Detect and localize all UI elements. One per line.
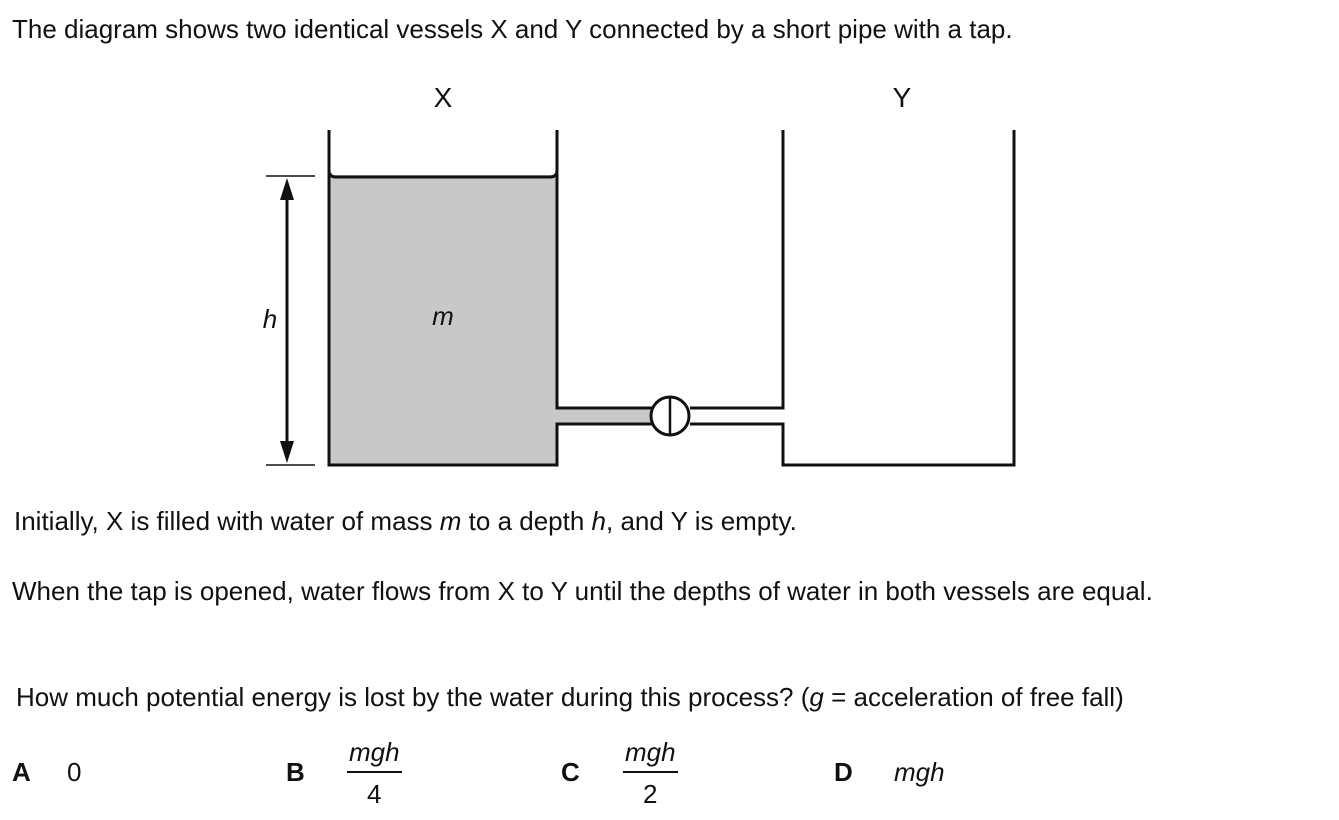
option-b-letter[interactable]: B xyxy=(286,757,305,787)
var-m: m xyxy=(439,506,462,536)
label-x: X xyxy=(433,82,453,113)
option-b-fraction[interactable] xyxy=(347,737,402,809)
var-g: g xyxy=(809,682,824,712)
option-a-value[interactable]: 0 xyxy=(67,757,82,787)
option-c-fraction[interactable] xyxy=(623,737,678,809)
option-c-letter[interactable]: C xyxy=(561,757,580,787)
label-h: h xyxy=(262,304,278,334)
water-in-pipe xyxy=(557,409,653,423)
option-c-fraction-bar xyxy=(623,771,678,773)
vessel-x-right-wall xyxy=(557,130,783,408)
label-y: Y xyxy=(892,82,912,113)
process-text: When the tap is opened, water flows from X to Y until the depths of water in both vessels are equal. xyxy=(12,576,1153,606)
option-b-numerator: mgh xyxy=(349,737,400,767)
label-m: m xyxy=(432,301,454,331)
option-d-value[interactable]: mgh xyxy=(894,757,945,787)
arrow-head-up xyxy=(280,178,294,200)
initial-conditions-text: Initially, X is filled with water of mass m to a depth h, and Y is empty. xyxy=(14,506,797,536)
intro-text: The diagram shows two identical vessels X and Y connected by a short pipe with a tap. xyxy=(12,14,1013,44)
option-b-fraction-bar xyxy=(347,771,402,773)
option-b-denominator: 4 xyxy=(367,779,382,809)
water-surface-x xyxy=(329,170,557,177)
question-text: How much potential energy is lost by the water during this process? (g = acceleration of free fall) xyxy=(16,682,1124,712)
option-a-letter[interactable]: A xyxy=(12,757,31,787)
option-c-denominator: 2 xyxy=(643,779,658,809)
option-d-letter[interactable]: D xyxy=(834,757,853,787)
var-h: h xyxy=(591,506,607,536)
arrow-head-down xyxy=(280,441,294,463)
option-c-numerator: mgh xyxy=(625,737,676,767)
